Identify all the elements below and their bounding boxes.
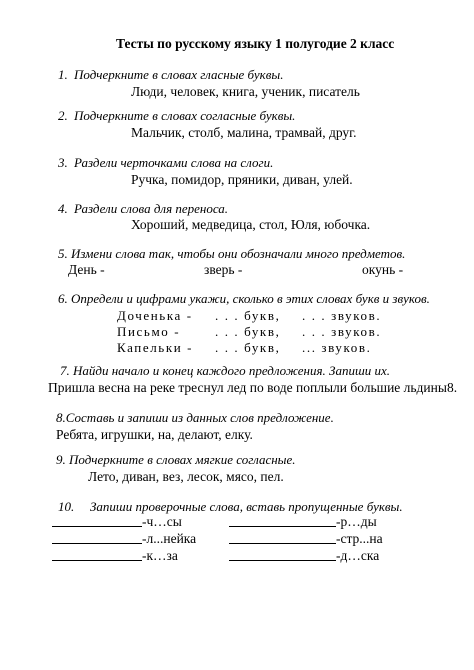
- task-6-instruction: 6. Определи и цифрами укажи, сколько в этих словах букв и звуков.: [58, 291, 430, 306]
- task-10-blank[interactable]: [52, 526, 142, 527]
- task-4-words: Хороший, медведица, стол, Юля, юбочка.: [131, 217, 371, 232]
- task-6-sounds: . . . звуков.: [302, 308, 382, 323]
- task-3-words: Ручка, помидор, пряники, диван, улей.: [131, 172, 353, 187]
- task-9-words: Лето, диван, вез, лесок, мясо, пел.: [88, 469, 284, 484]
- task-7-instruction: 7. Найди начало и конец каждого предложения. Запиши их.: [60, 363, 391, 378]
- task-6-word: Доченька -: [117, 308, 193, 323]
- task-6-word: Письмо -: [117, 324, 181, 339]
- task-10-blank[interactable]: [52, 560, 142, 561]
- task-1-number: 1.: [58, 67, 68, 82]
- task-10-word: -ч…сы: [142, 514, 182, 529]
- task-4-number: 4.: [58, 201, 68, 216]
- task-10-number: 10.: [58, 499, 75, 514]
- task-5-item: День -: [68, 262, 105, 277]
- task-1-words: Люди, человек, книга, ученик, писатель: [131, 84, 360, 99]
- task-10-word: -д…ска: [336, 548, 380, 563]
- task-6-letters: . . . букв,: [215, 340, 281, 355]
- page-title: Тесты по русскому языку 1 полугодие 2 класс: [116, 36, 395, 51]
- task-10-word: -л...нейка: [142, 531, 197, 546]
- task-5-item: окунь -: [362, 262, 404, 277]
- task-1-instruction: Подчеркните в словах гласные буквы.: [74, 67, 284, 82]
- task-10-blank[interactable]: [229, 543, 336, 544]
- task-3-number: 3.: [58, 155, 68, 170]
- task-4-instruction: Раздели слова для переноса.: [74, 201, 229, 216]
- task-9-instruction: 9. Подчеркните в словах мягкие согласные.: [56, 452, 296, 467]
- task-2-instruction: Подчеркните в словах согласные буквы.: [74, 108, 296, 123]
- task-8-instruction: 8.Составь и запиши из данных слов предложение.: [56, 410, 334, 425]
- task-6-word: Капельки -: [117, 340, 194, 355]
- task-8-words: Ребята, игрушки, на, делают, елку.: [56, 427, 253, 442]
- task-10-blank[interactable]: [52, 543, 142, 544]
- task-3-instruction: Раздели черточками слова на слоги.: [74, 155, 274, 170]
- task-10-instruction: Запиши проверочные слова, вставь пропущенные буквы.: [90, 499, 403, 514]
- task-5-item: зверь -: [204, 262, 243, 277]
- task-2-number: 2.: [58, 108, 68, 123]
- task-5-instruction: 5. Измени слова так, чтобы они обозначали много предметов.: [58, 246, 406, 261]
- task-6-letters: . . . букв,: [215, 324, 281, 339]
- task-10-word: -к…за: [142, 548, 178, 563]
- task-10-blank[interactable]: [229, 526, 336, 527]
- task-10-word: -р…ды: [336, 514, 377, 529]
- task-10-blank[interactable]: [229, 560, 336, 561]
- task-7-sentence: Пришла весна на реке треснул лед по воде поплыли большие льдины8.: [48, 380, 458, 395]
- task-2-words: Мальчик, столб, малина, трамвай, друг.: [131, 125, 357, 140]
- task-6-sounds: ... звуков.: [302, 340, 372, 355]
- task-6-letters: . . . букв,: [215, 308, 281, 323]
- task-10-word: -стр...на: [336, 531, 383, 546]
- task-6-sounds: . . . звуков.: [302, 324, 382, 339]
